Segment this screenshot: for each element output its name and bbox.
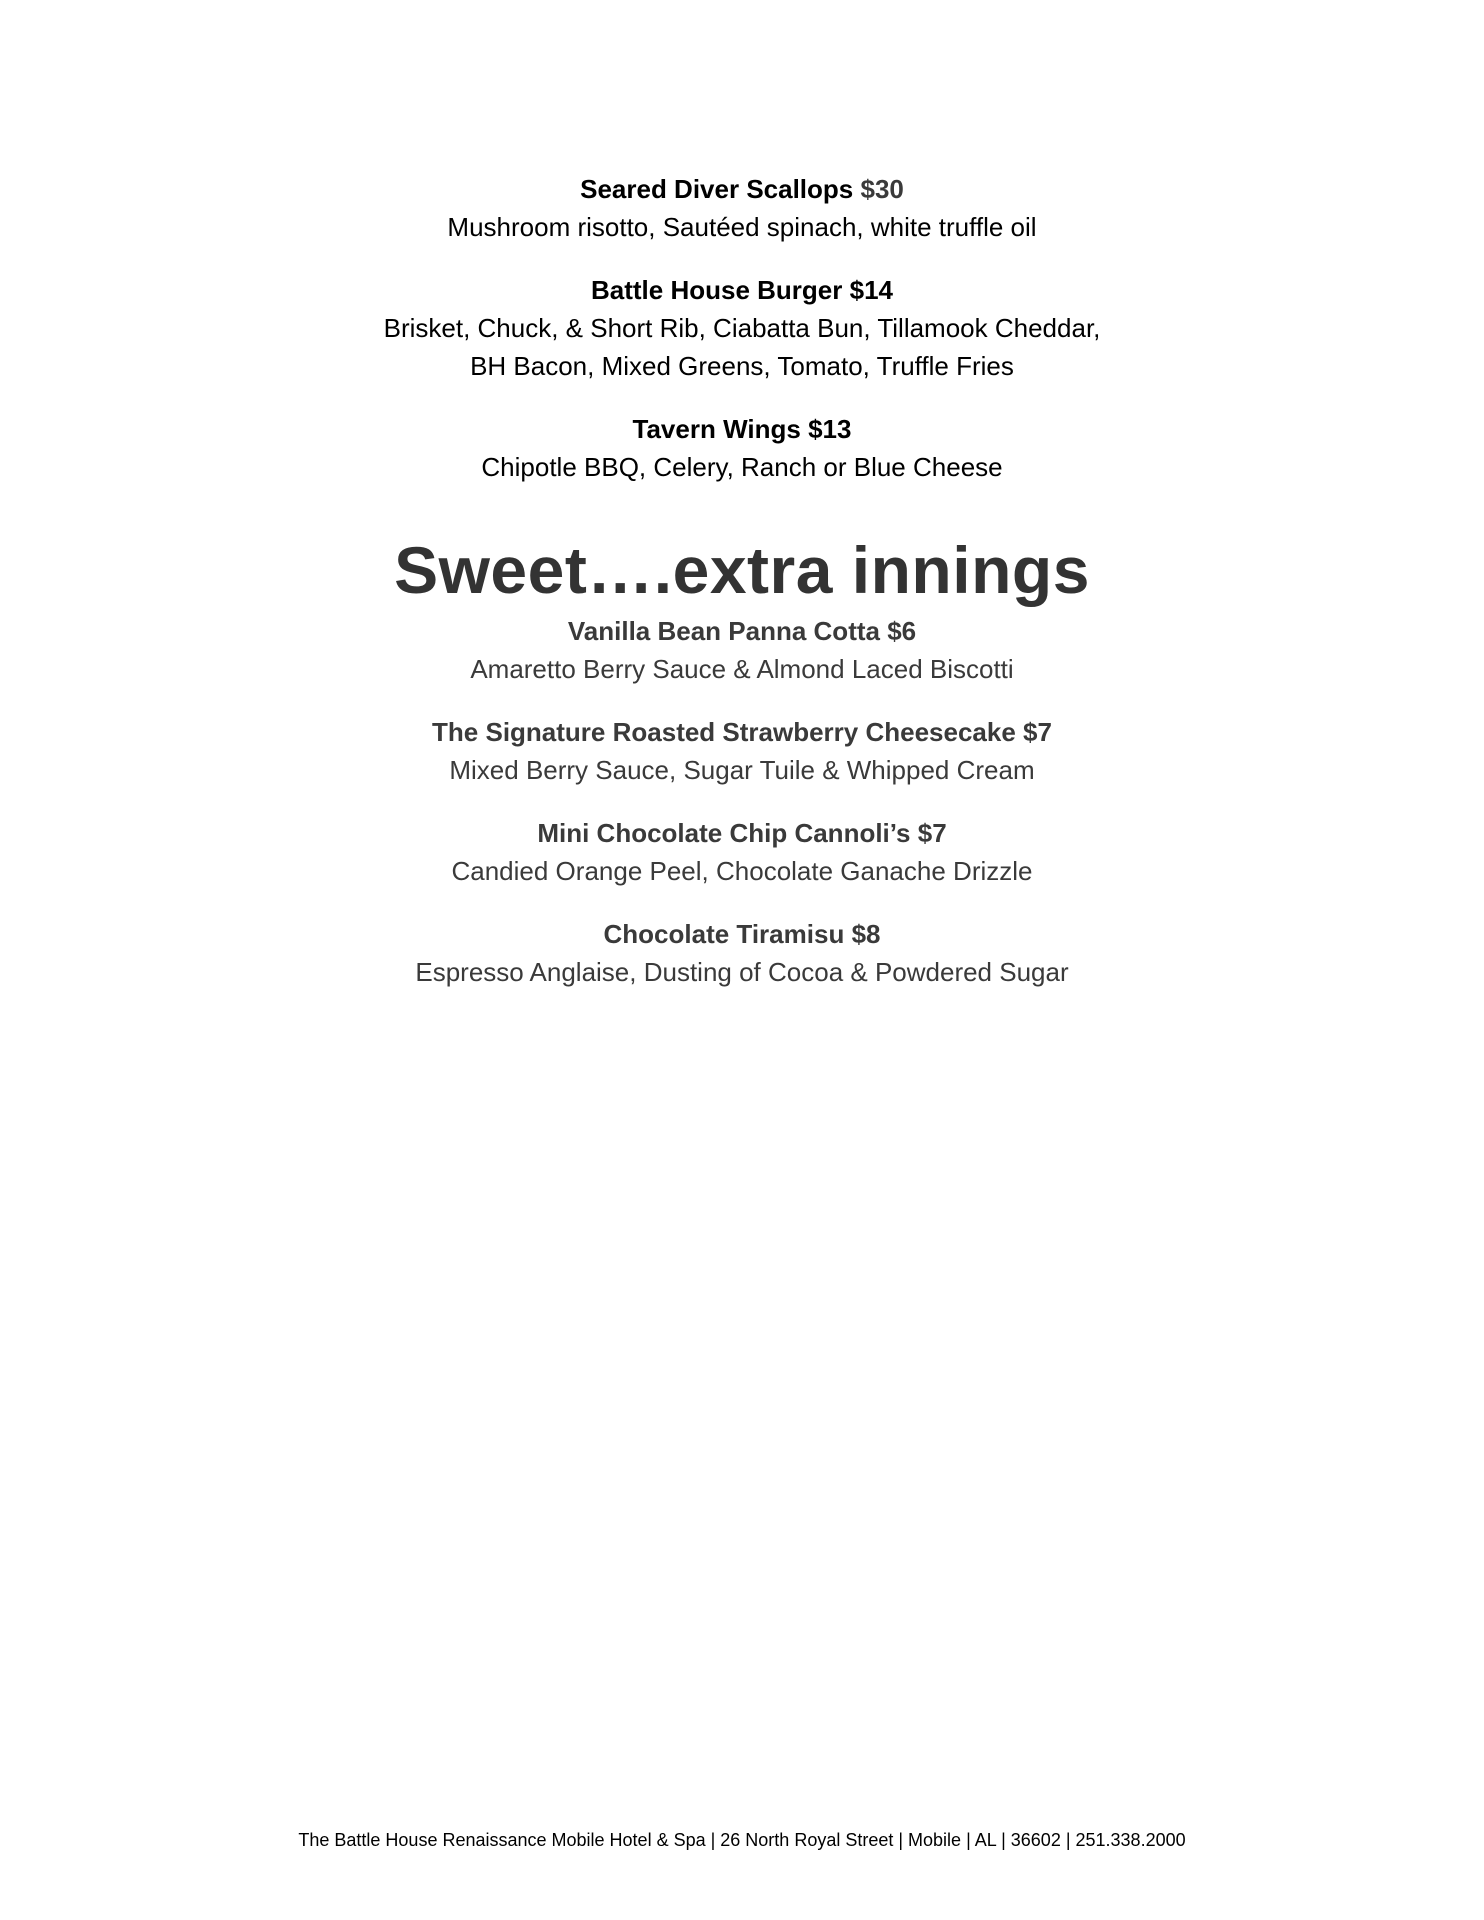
menu-item-battle-house-burger [0,271,1484,385]
menu-item-strawberry-cheesecake [0,713,1484,789]
item-price: $8 [851,919,881,949]
menu-item-mini-chocolate-chip-cannolis [0,814,1484,890]
item-price: $14 [849,275,893,305]
item-price: $30 [860,174,904,204]
item-description: Brisket, Chuck, & Short Rib, Ciabatta Bun, Tillamook Cheddar, [383,313,1101,343]
item-description: Espresso Anglaise, Dusting of Cocoa & Powdered Sugar [415,957,1069,987]
menu-item-tavern-wings [0,410,1484,486]
menu-item-vanilla-bean-panna-cotta [0,612,1484,688]
item-heading [0,271,1484,309]
item-price: $7 [1023,717,1052,747]
item-name: The Signature Roasted Strawberry Cheesecake [432,717,1016,747]
hotel-footer: The Battle House Renaissance Mobile Hotel & Spa | 26 North Royal Street | Mobile | AL | 36602 | 251.338.2000 [298,1830,1186,1850]
entrees-section [0,170,1484,511]
item-description: Amaretto Berry Sauce & Almond Laced Biscotti [470,654,1014,684]
menu-item-seared-diver-scallops [0,170,1484,246]
item-heading [0,410,1484,448]
item-name: Tavern Wings [632,414,801,444]
item-heading [0,612,1484,650]
item-description: Chipotle BBQ, Celery, Ranch or Blue Cheese [481,452,1003,482]
dessert-section-title: Sweet….extra innings [394,533,1090,607]
menu-item-chocolate-tiramisu [0,915,1484,991]
item-heading [0,915,1484,953]
item-heading [0,814,1484,852]
item-name: Battle House Burger [590,275,843,305]
item-name: Mini Chocolate Chip Cannoli’s [537,818,911,848]
item-description: Mixed Berry Sauce, Sugar Tuile & Whipped Cream [449,755,1035,785]
item-description: Candied Orange Peel, Chocolate Ganache Drizzle [451,856,1033,886]
item-heading [0,170,1484,208]
item-price: $7 [917,818,947,848]
item-description: BH Bacon, Mixed Greens, Tomato, Truffle Fries [470,351,1014,381]
item-name: Vanilla Bean Panna Cotta [567,616,880,646]
item-description: Mushroom risotto, Sautéed spinach, white truffle oil [447,212,1037,242]
item-name: Chocolate Tiramisu [603,919,845,949]
item-heading [0,713,1484,751]
item-price: $13 [808,414,852,444]
item-price: $6 [887,616,917,646]
item-name: Seared Diver Scallops [580,174,854,204]
desserts-section [0,612,1484,1016]
